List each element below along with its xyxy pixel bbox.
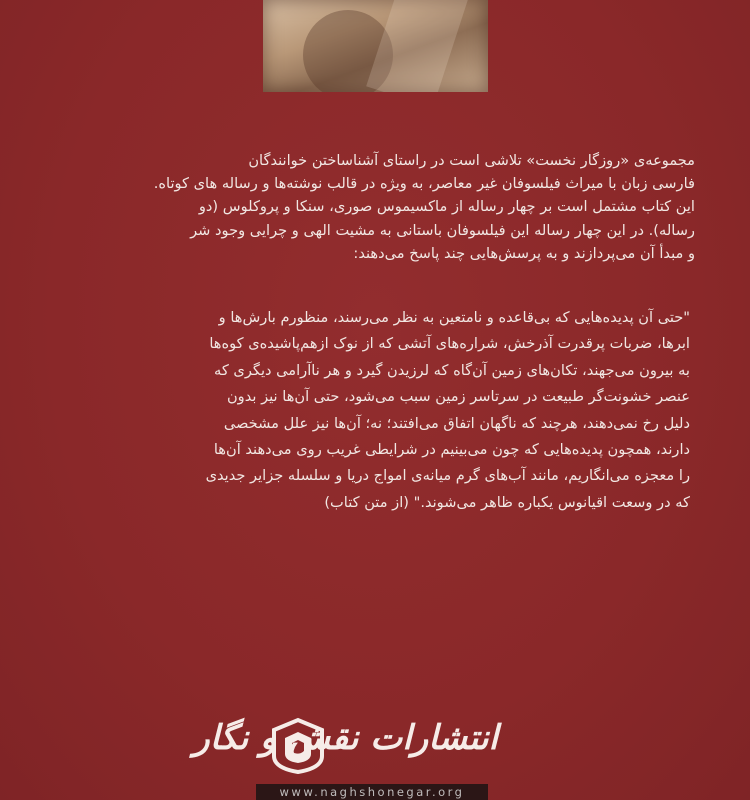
publisher-logo (193, 714, 500, 778)
intro-line: فارسی زبان با میراث فیلسوفان غیر معاصر، به ویژه در قالب نوشته‌ها و رساله های کوتاه. (153, 175, 695, 193)
quote-line: عنصر خشونت‌گر طبیعت در سرتاسر زمین سبب می‌شود، حتی آن‌ها نیز بدون (226, 388, 690, 406)
quote-line: ابرها، ضربات پرقدرت آذرخش، شراره‌های آتشی که از نوک ازهم‌پاشیده‌ی کوه‌ها (209, 335, 690, 353)
intro-line: مجموعه‌ی «روزگار نخست» تلاشی است در راستای آشناساختن خوانندگان (248, 152, 695, 169)
quote-line: که در وسعت اقیانوس یکباره ظاهر می‌شوند." (از متن کتاب) (324, 493, 690, 511)
intro-line: رساله). در این چهار رساله این فیلسوفان باستانی به مشیت الهی و چرایی وجود شر (190, 221, 695, 239)
quote-paragraph (60, 305, 690, 516)
quote-line: را معجزه می‌انگاریم، مانند آب‌های گرم میانه‌ی امواج دریا و سلسله جزایر جدیدی (205, 467, 690, 485)
quote-line: "حتی آن پدیده‌هایی که بی‌قاعده و نامتعین به نظر می‌رسند، منظورم بارش‌ها و (218, 309, 690, 326)
intro-line: و مبدأ آن می‌پردازند و به پرسش‌هایی چند پاسخ می‌دهند: (353, 244, 695, 262)
publisher-name: انتشارات نقش و نگار (193, 718, 498, 758)
quote-line: دارند، همچون پدیده‌هایی که چون می‌بینیم در شرایطی غریب روی می‌دهند آن‌ها (213, 441, 690, 459)
quote-line: دلیل رخ نمی‌دهند، هرچند که ناگهان اتفاق می‌افتند؛ نه؛ آن‌ها نیز علل مشخصی (223, 414, 690, 432)
intro-line: این کتاب مشتمل است بر چهار رساله از ماکسیموس صوری، سنکا و پروکلوس (دو (198, 198, 695, 216)
intro-paragraph (77, 149, 695, 265)
quote-line: به بیرون می‌جهند، تکان‌های زمین آن‌گاه که لرزیدن گیرد و هر ناآرامی دیگری که (214, 361, 690, 379)
website-url: www.naghshonegar.org (256, 784, 488, 800)
cover-portrait-image (263, 0, 488, 92)
portrait-highlight (366, 0, 470, 92)
